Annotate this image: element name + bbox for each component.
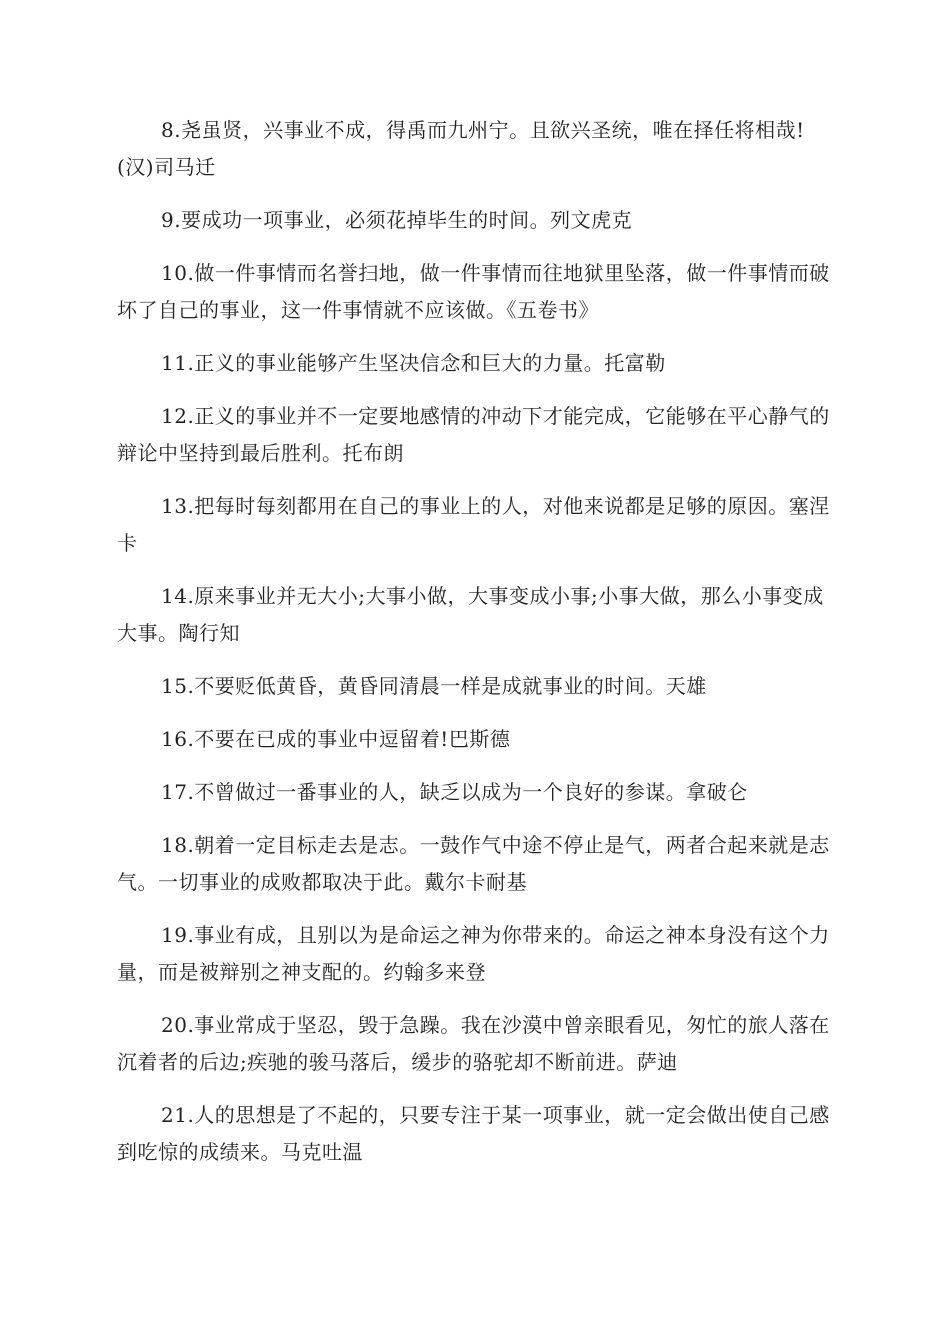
quote-8: 8.尧虽贤，兴事业不成，得禹而九州宁。且欲兴圣统，唯在择任将相哉!(汉)司马迁: [117, 118, 805, 179]
quote-19: 19.事业有成，且别以为是命运之神为你带来的。命运之神本身没有这个力量，而是被辩别之神支配的。约翰多来登: [117, 923, 830, 984]
quote-9: 9.要成功一项事业，必须花掉毕生的时间。列文虎克: [161, 208, 633, 232]
quote-14: 14.原来事业并无大小;大事小做，大事变成小事;小事大做，那么小事变成大事。陶行知: [117, 584, 824, 645]
quote-17: 17.不曾做过一番事业的人，缺乏以成为一个良好的参谋。拿破仑: [161, 780, 748, 804]
quote-18: 18.朝着一定目标走去是志。一鼓作气中途不停止是气，两者合起来就是志气。一切事业的成败都取决于此。戴尔卡耐基: [117, 833, 830, 894]
quote-12: 12.正义的事业并不一定要地感情的冲动下才能完成，它能够在平心静气的辩论中坚持到最后胜利。托布朗: [117, 404, 830, 465]
quote-16: 16.不要在已成的事业中逗留着!巴斯德: [161, 727, 511, 751]
quote-13: 13.把每时每刻都用在自己的事业上的人，对他来说都是足够的原因。塞涅卡: [117, 494, 830, 555]
quote-21: 21.人的思想是了不起的，只要专注于某一项事业，就一定会做出使自己感到吃惊的成绩来。马克吐温: [117, 1103, 830, 1164]
quote-20: 20.事业常成于坚忍，毁于急躁。我在沙漠中曾亲眼看见，匆忙的旅人落在沉着者的后边;疾驰的骏马落后，缓步的骆驼却不断前进。萨迪: [117, 1013, 830, 1074]
quote-10: 10.做一件事情而名誉扫地，做一件事情而往地狱里坠落，做一件事情而破坏了自己的事业，这一件事情就不应该做。《五卷书》: [117, 261, 830, 322]
quote-15: 15.不要贬低黄昏，黄昏同清晨一样是成就事业的时间。天雄: [161, 674, 707, 698]
quote-11: 11.正义的事业能够产生坚决信念和巨大的力量。托富勒: [161, 351, 666, 375]
